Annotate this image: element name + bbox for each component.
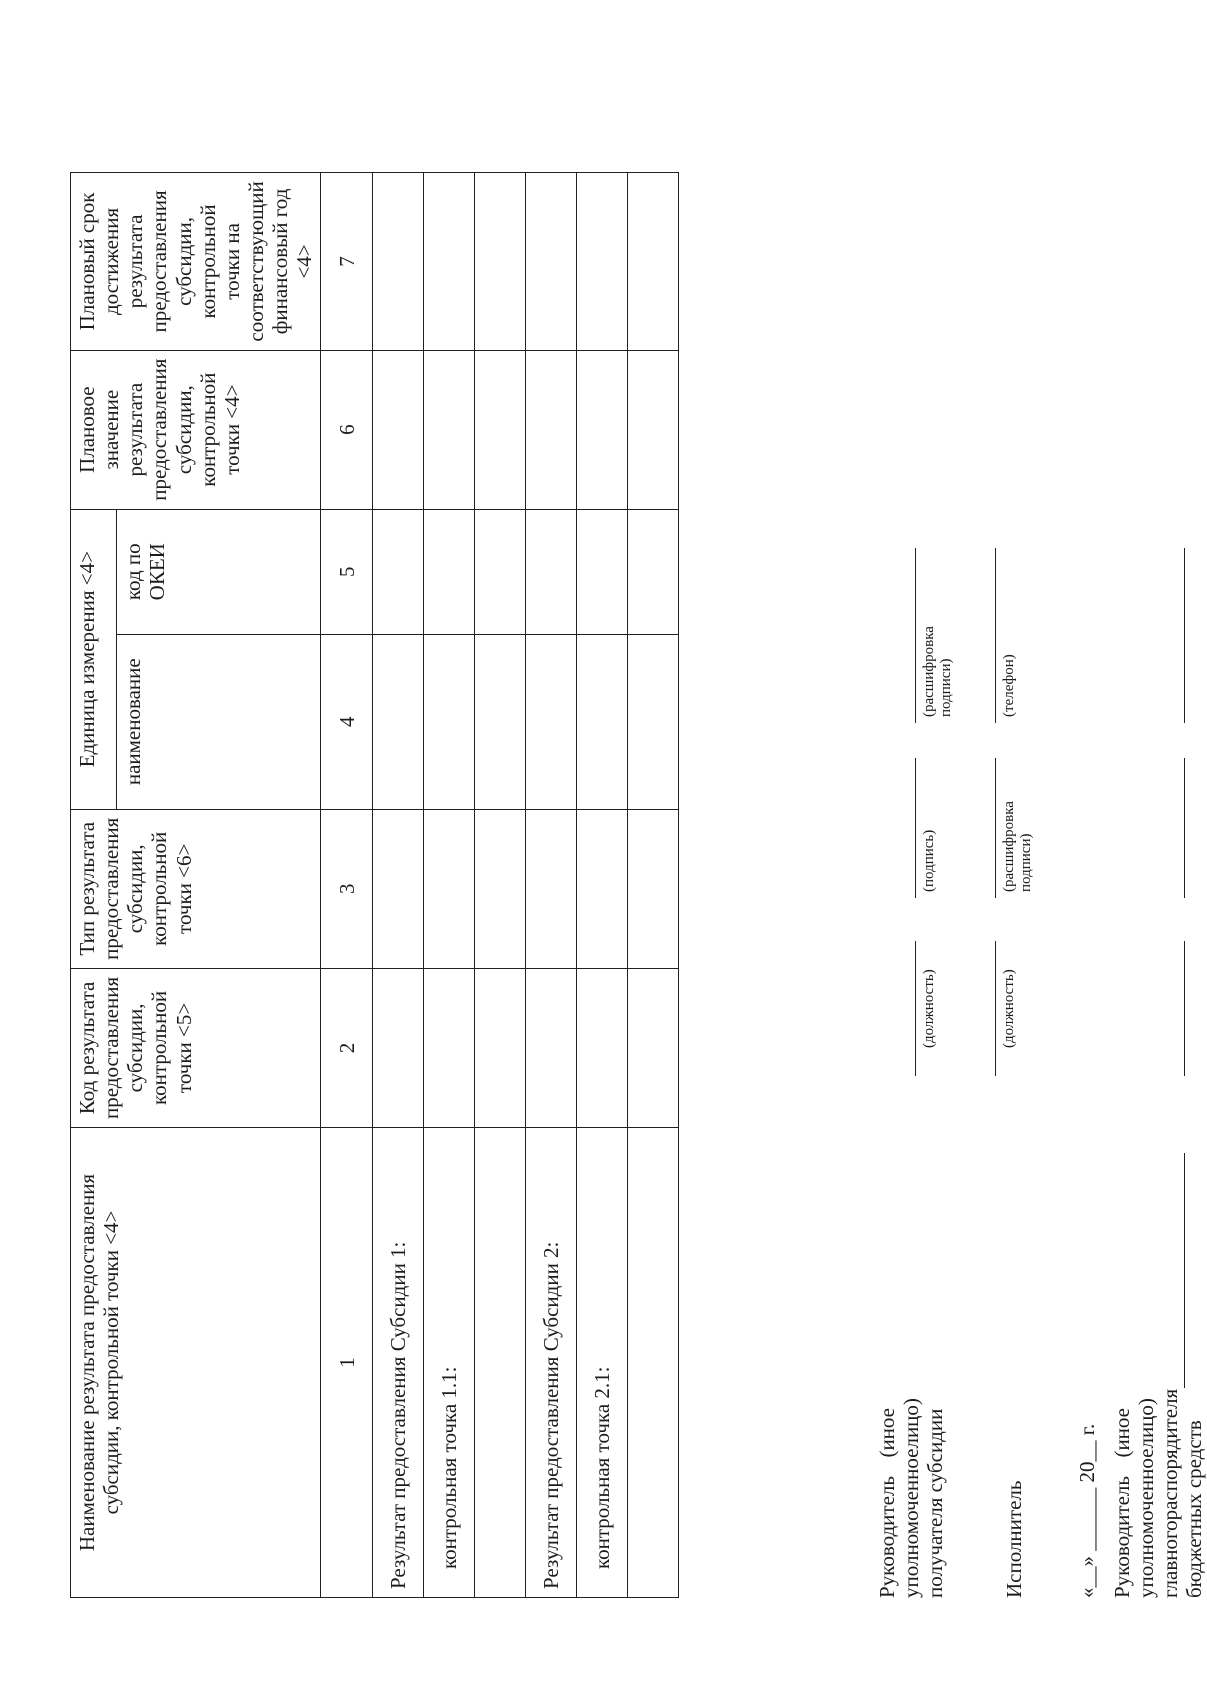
position-line bbox=[915, 941, 916, 1076]
signature-line bbox=[1184, 548, 1185, 723]
table-row bbox=[373, 173, 424, 1598]
column-number-row bbox=[321, 173, 373, 1598]
decryption-line bbox=[995, 758, 996, 898]
table-row bbox=[577, 173, 628, 1598]
col-number: 1 bbox=[321, 1128, 373, 1598]
col-number: 2 bbox=[321, 968, 373, 1127]
header-unit-okei: код по ОКЕИ bbox=[117, 509, 321, 634]
decryption-caption: (расшифровка подписи) bbox=[921, 626, 955, 717]
header-unit-group: Единица измерения <4> bbox=[71, 509, 117, 809]
col-number: 7 bbox=[321, 173, 373, 350]
row-label: Результат предоставления Субсидии 1: bbox=[373, 1128, 424, 1598]
date-line: «__» ______ 20__ г. bbox=[1075, 1423, 1099, 1598]
row-label bbox=[628, 1128, 679, 1598]
row-label: Результат предоставления Субсидии 2: bbox=[526, 1128, 577, 1598]
phone-line bbox=[995, 548, 996, 723]
signature-caption: (подпись) bbox=[921, 829, 937, 892]
header-result-code: Код результата предоставления субсидии, контрольной точки <5> bbox=[71, 968, 321, 1127]
col-number: 6 bbox=[321, 350, 373, 509]
table-row bbox=[475, 173, 526, 1598]
executor-label: Исполнитель bbox=[1002, 1480, 1026, 1598]
table-row bbox=[526, 173, 577, 1598]
signature-line bbox=[1184, 758, 1185, 898]
position-line bbox=[995, 941, 996, 1076]
header-unit-name: наименование bbox=[117, 634, 321, 809]
signature-line bbox=[915, 758, 916, 898]
position-caption: (должность) bbox=[921, 969, 937, 1048]
table-row bbox=[424, 173, 475, 1598]
decryption-caption: (расшифровка подписи) bbox=[1001, 801, 1035, 892]
header-row-1 bbox=[71, 173, 117, 1598]
header-result-type: Тип результата предоставления субсидии, контрольной точки <6> bbox=[71, 809, 321, 968]
row-label bbox=[475, 1128, 526, 1598]
distributor-head-label: Руководитель (иное уполномоченное лицо) главного распорядителя бюджетных средств bbox=[1110, 1388, 1207, 1598]
col-number: 3 bbox=[321, 809, 373, 968]
row-label: контрольная точка 1.1: bbox=[424, 1128, 475, 1598]
table-row bbox=[628, 173, 679, 1598]
phone-caption: (телефон) bbox=[1001, 654, 1017, 717]
signature-line bbox=[1184, 1153, 1185, 1388]
header-planned-value: Плановое значение результата предоставления субсидии, контрольной точки <4> bbox=[71, 350, 321, 509]
header-planned-deadline: Плановый срок достижения результата предоставления субсидии, контрольной точки на соответствующий финансовый год <4> bbox=[71, 173, 321, 350]
decryption-line bbox=[915, 548, 916, 723]
signature-line bbox=[1184, 941, 1185, 1076]
header-result-name: Наименование результата предоставления субсидии, контрольной точки <4> bbox=[71, 1128, 321, 1598]
col-number: 4 bbox=[321, 634, 373, 809]
col-number: 5 bbox=[321, 509, 373, 634]
row-label: контрольная точка 2.1: bbox=[577, 1128, 628, 1598]
results-table bbox=[70, 172, 679, 1598]
recipient-head-label: Руководитель (иное уполномоченное лицо) получателя субсидии bbox=[875, 1398, 948, 1598]
position-caption: (должность) bbox=[1001, 969, 1017, 1048]
